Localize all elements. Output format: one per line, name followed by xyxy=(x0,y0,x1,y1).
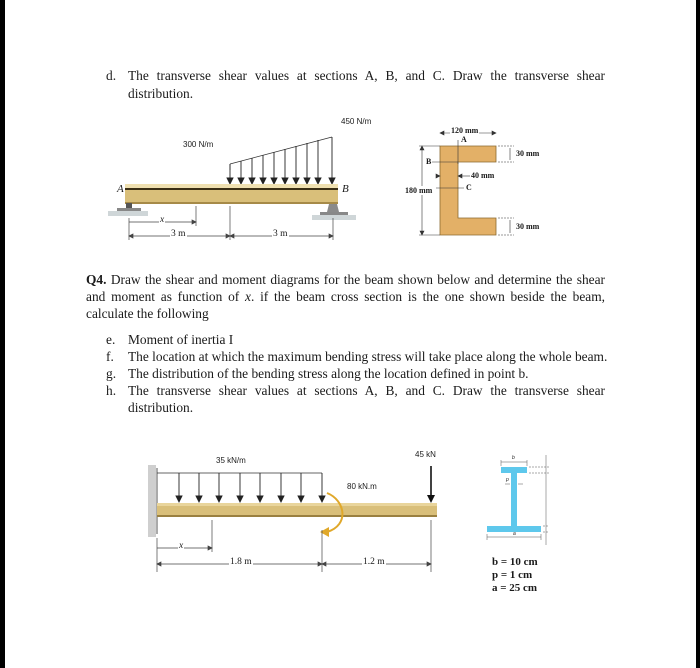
web-dim-label: 40 mm xyxy=(471,171,495,180)
q4-text-1: Draw the shear and moment diagrams for the beam shown below and determine the shear xyxy=(110,272,605,287)
moment-label: 80 kN.m xyxy=(347,482,377,491)
item-f-text: The location at which the maximum bending stress will take place along the whole beam. xyxy=(128,349,608,364)
item-d-text: The transverse shear values at sections A, B, and C. Draw the transverse shear xyxy=(128,68,605,83)
item-d-marker: d. xyxy=(106,68,117,83)
point-c-label: C xyxy=(466,183,472,192)
width-dim-label: 120 mm xyxy=(451,126,479,135)
dist-load-label: 35 kN/m xyxy=(216,456,246,465)
item-g-text: The distribution of the bending stress along the location defined in point b. xyxy=(128,366,529,381)
span-label-1-8: 1.8 m xyxy=(230,557,252,567)
load-label-450: 450 N/m xyxy=(341,117,372,126)
height-dim-label: 180 mm xyxy=(405,186,433,195)
q4-line-3: calculate the following xyxy=(86,306,209,321)
q4-var-x: x xyxy=(245,289,251,304)
b-value: b = 10 cm xyxy=(492,556,538,568)
b-dim-label: b xyxy=(512,455,515,461)
item-e-marker: e. xyxy=(106,332,116,347)
span-label-1: 3 m xyxy=(171,229,186,239)
point-b-label: B xyxy=(426,157,432,166)
item-d-text-cont: distribution. xyxy=(128,86,194,101)
span-label-1-2: 1.2 m xyxy=(363,557,385,567)
a-value: a = 25 cm xyxy=(492,582,538,594)
bottom-flange-dim-label: 30 mm xyxy=(516,222,540,231)
item-h-text: The transverse shear values at sections A, B, and C. Draw the transverse shear xyxy=(128,383,605,398)
item-e-text: Moment of inertia I xyxy=(128,332,234,347)
item-h-text-cont: distribution. xyxy=(128,400,194,415)
item-g-marker: g. xyxy=(106,366,117,381)
x-label-1: x xyxy=(160,215,165,225)
load-label-300: 300 N/m xyxy=(183,140,214,149)
p-value: p = 1 cm xyxy=(492,569,533,581)
top-flange-dim-label: 30 mm xyxy=(516,149,540,158)
q4-text-2b: . if the beam cross section is the one shown beside the beam, xyxy=(250,289,605,304)
x-label-2: x xyxy=(179,541,184,551)
p-dim-label: p xyxy=(506,477,509,483)
span-label-2: 3 m xyxy=(273,229,288,239)
item-f-marker: f. xyxy=(106,349,114,364)
q4-text-2a: and moment as function of xyxy=(86,289,245,304)
support-a-label: A xyxy=(117,183,124,195)
point-a-label: A xyxy=(461,135,467,144)
a-dim-label: a xyxy=(513,531,516,537)
point-load-label: 45 kN xyxy=(415,450,436,459)
item-h-marker: h. xyxy=(106,383,117,398)
support-b-label: B xyxy=(342,183,349,195)
q4-number: Q4. xyxy=(86,272,107,287)
